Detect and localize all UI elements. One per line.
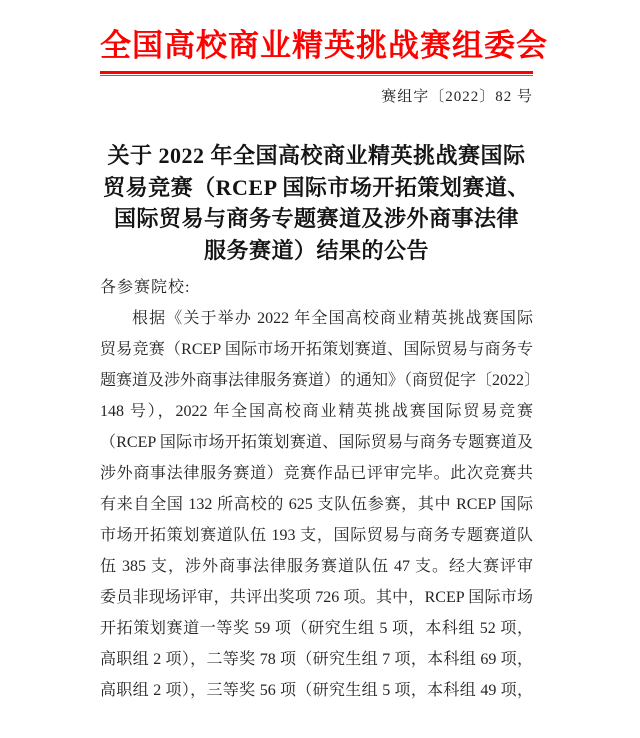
body-line: 题赛道及涉外商事法律服务赛道）的通知》（商贸促字〔2022〕 bbox=[100, 372, 541, 389]
title-line: 关于 2022 年全国高校商业精英挑战赛国际 bbox=[107, 143, 526, 168]
body-line: 委员非现场评审，共评出奖项 726 项。其中，RCEP 国际市场 bbox=[100, 589, 533, 606]
body-line: 有来自全国 132 所高校的 625 支队伍参赛，其中 RCEP 国际 bbox=[100, 496, 533, 513]
body-line: 开拓策划赛道一等奖 59 项（研究生组 5 项，本科组 52 项， bbox=[100, 620, 533, 637]
org-header-title: 全国高校商业精英挑战赛组委会 bbox=[100, 28, 548, 63]
body-line: 市场开拓策划赛道队伍 193 支，国际贸易与商务专题赛道队 bbox=[100, 527, 533, 544]
document-body bbox=[100, 272, 541, 706]
body-line: （RCEP 国际市场开拓策划赛道、国际贸易与商务专题赛道及 bbox=[100, 434, 533, 451]
body-line: 高职组 2 项），二等奖 78 项（研究生组 7 项，本科组 69 项， bbox=[100, 651, 533, 668]
title-line: 国际贸易与商务专题赛道及涉外商事法律 bbox=[113, 206, 519, 231]
body-line: 根据《关于举办 2022 年全国高校商业精英挑战赛国际 bbox=[132, 310, 533, 327]
title-line: 服务赛道）结果的公告 bbox=[203, 237, 429, 263]
body-line: 高职组 2 项），三等奖 56 项（研究生组 5 项，本科组 49 项， bbox=[100, 682, 533, 699]
doc-reference-number: 赛组字〔2022〕82 号 bbox=[381, 89, 533, 105]
body-line: 贸易竞赛（RCEP 国际市场开拓策划赛道、国际贸易与商务专 bbox=[100, 341, 533, 358]
red-rule-divider bbox=[100, 71, 533, 76]
title-line: 贸易竞赛（RCEP 国际市场开拓策划赛道、 bbox=[103, 174, 530, 200]
document-title bbox=[100, 140, 533, 266]
body-line: 伍 385 支，涉外商事法律服务赛道队伍 47 支。经大赛评审 bbox=[100, 558, 533, 575]
body-line: 涉外商事法律服务赛道）竞赛作品已评审完毕。此次竞赛共 bbox=[100, 465, 533, 482]
salutation: 各参赛院校: bbox=[100, 279, 191, 296]
body-line: 148 号），2022 年全国高校商业精英挑战赛国际贸易竞赛 bbox=[100, 403, 533, 420]
red-rule-thick-line bbox=[100, 71, 533, 74]
red-rule-thin-line bbox=[100, 75, 533, 76]
